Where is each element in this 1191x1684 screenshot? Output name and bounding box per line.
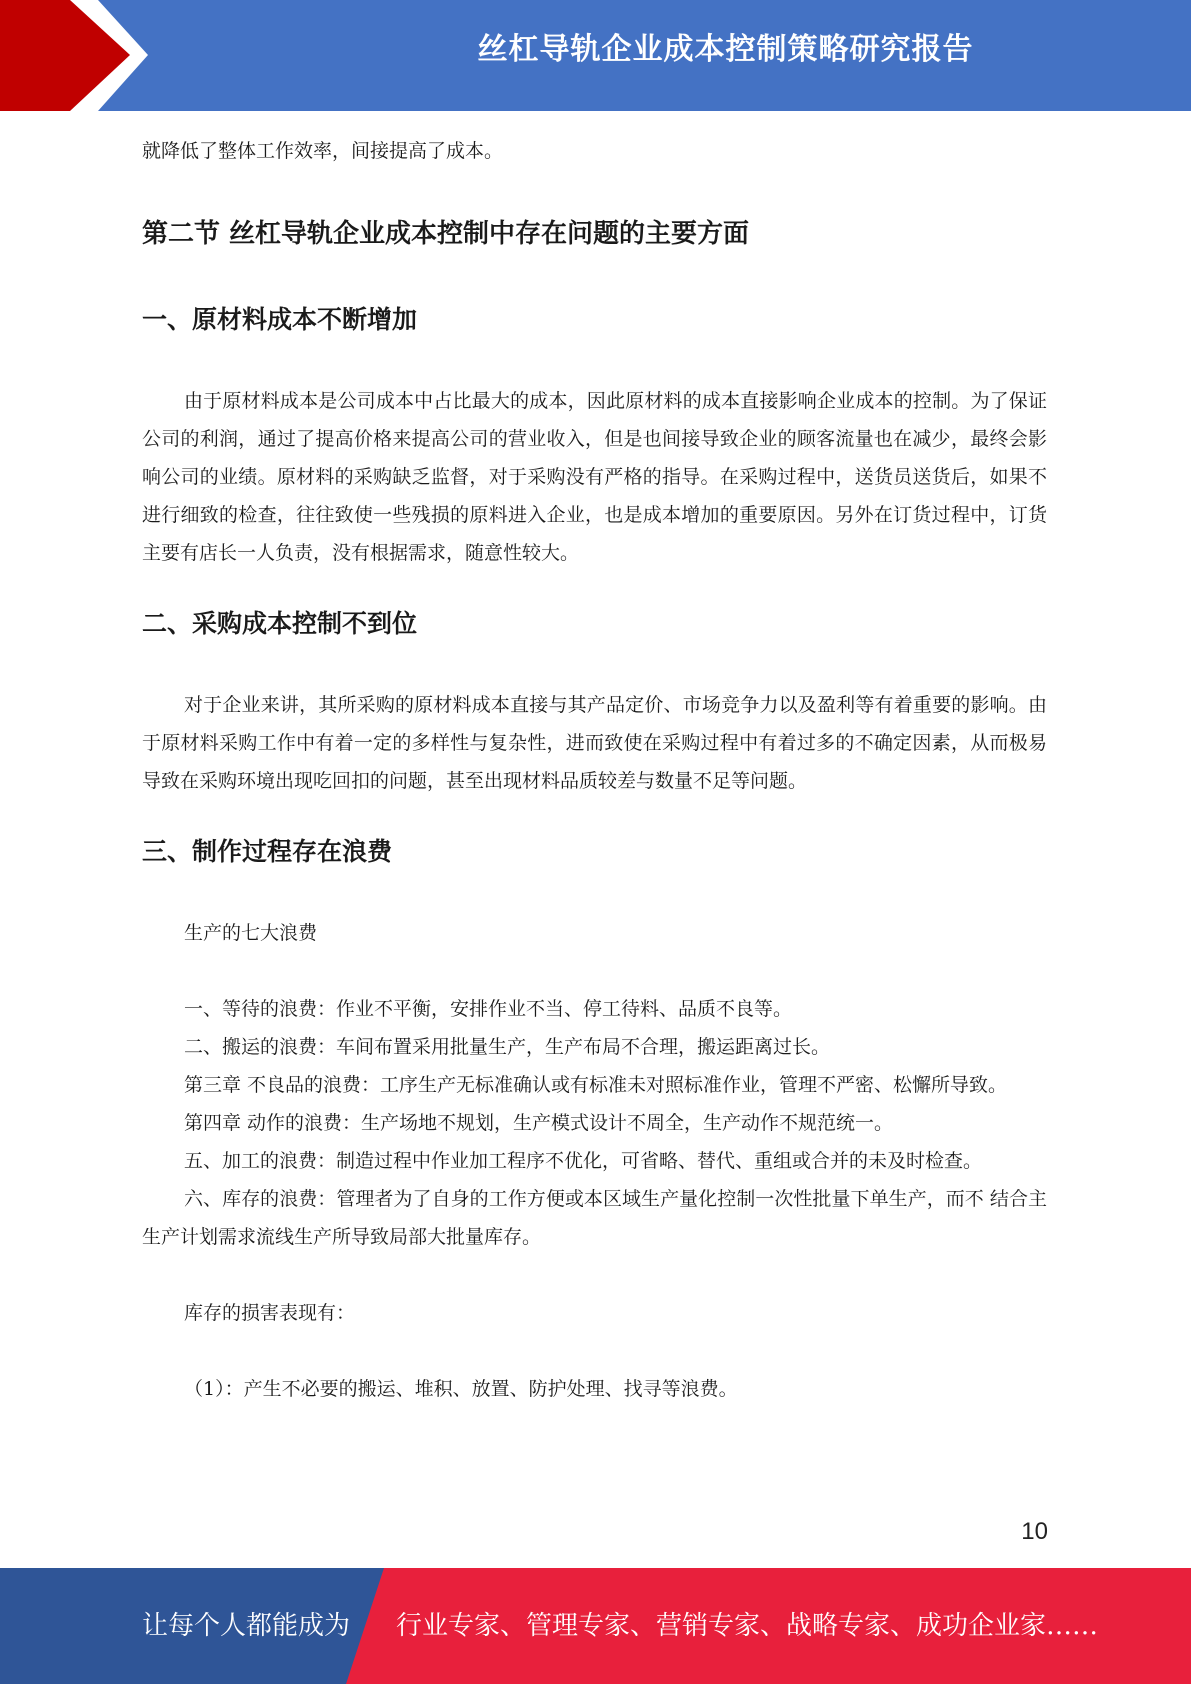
list-item: 第四章 动作的浪费：生产场地不规划，生产模式设计不周全，生产动作不规范统一。 xyxy=(184,1112,894,1134)
list-item: 第三章 不良品的浪费：工序生产无标准确认或有标准未对照标准作业，管理不严密、松懈所导致。 xyxy=(184,1074,1008,1096)
paragraph-raw-material: 由于原材料成本是公司成本中占比最大的成本，因此原材料的成本直接影响企业成本的控制。为了保证公司的利润，通过了提高价格来提高公司的营业收入，但是也间接导致企业的顾客流量也在减少，最终会影响公司的业绩。原材料的采购缺乏监督，对于采购没有严格的指导。在采购过程中，送货员送货后，如果不进行细致的检查，往往致使一些残损的原料进入企业，也是成本增加的重要原因。另外在订货过程中，订货主要有店长一人负责，没有根据需求，随意性较大。 xyxy=(142,390,1047,564)
list-item: 一、等待的浪费：作业不平衡，安排作业不当、停工待料、品质不良等。 xyxy=(184,998,793,1020)
footer-slogan-left: 让每个人都能成为 xyxy=(142,1611,351,1641)
subheading-procurement: 二、采购成本控制不到位 xyxy=(142,609,418,638)
inventory-item: （1）：产生不必要的搬运、堆积、放置、防护处理、找寻等浪费。 xyxy=(184,1378,738,1400)
page-footer xyxy=(0,1568,1191,1684)
list-item: 六、库存的浪费：管理者为了自身的工作方便或本区域生产量化控制一次性批量下单生产，而不 结合主生产计划需求流线生产所导致局部大批量库存。 xyxy=(142,1188,1047,1248)
page-header xyxy=(0,0,1191,111)
list-item: 二、搬运的浪费：车间布置采用批量生产，生产布局不合理，搬运距离过长。 xyxy=(184,1036,831,1058)
paragraph-procurement: 对于企业来讲，其所采购的原材料成本直接与其产品定价、市场竞争力以及盈利等有着重要的影响。由于原材料采购工作中有着一定的多样性与复杂性，进而致使在采购过程中有着过多的不确定因素，从而极易导致在采购环境出现吃回扣的问题，甚至出现材料品质较差与数量不足等问题。 xyxy=(142,694,1047,792)
footer-slogan-right: 行业专家、管理专家、营销专家、战略专家、成功企业家…… xyxy=(396,1611,1099,1641)
waste-intro: 生产的七大浪费 xyxy=(184,922,318,944)
subheading-raw-material: 一、原材料成本不断增加 xyxy=(142,305,418,334)
intro-line: 就降低了整体工作效率，间接提高了成本。 xyxy=(142,140,504,162)
subheading-production-waste: 三、制作过程存在浪费 xyxy=(142,837,393,866)
list-item: 五、加工的浪费：制造过程中作业加工程序不优化，可省略、替代、重组或合并的未及时检查。 xyxy=(184,1150,983,1172)
page-number: 10 xyxy=(1021,1518,1048,1545)
waste-list xyxy=(142,990,1047,1256)
page-content xyxy=(142,130,1047,1408)
document-title: 丝杠导轨企业成本控制策略研究报告 xyxy=(477,32,974,67)
section-title: 第二节 丝杠导轨企业成本控制中存在问题的主要方面 xyxy=(142,219,750,249)
inventory-intro: 库存的损害表现有： xyxy=(184,1302,356,1324)
